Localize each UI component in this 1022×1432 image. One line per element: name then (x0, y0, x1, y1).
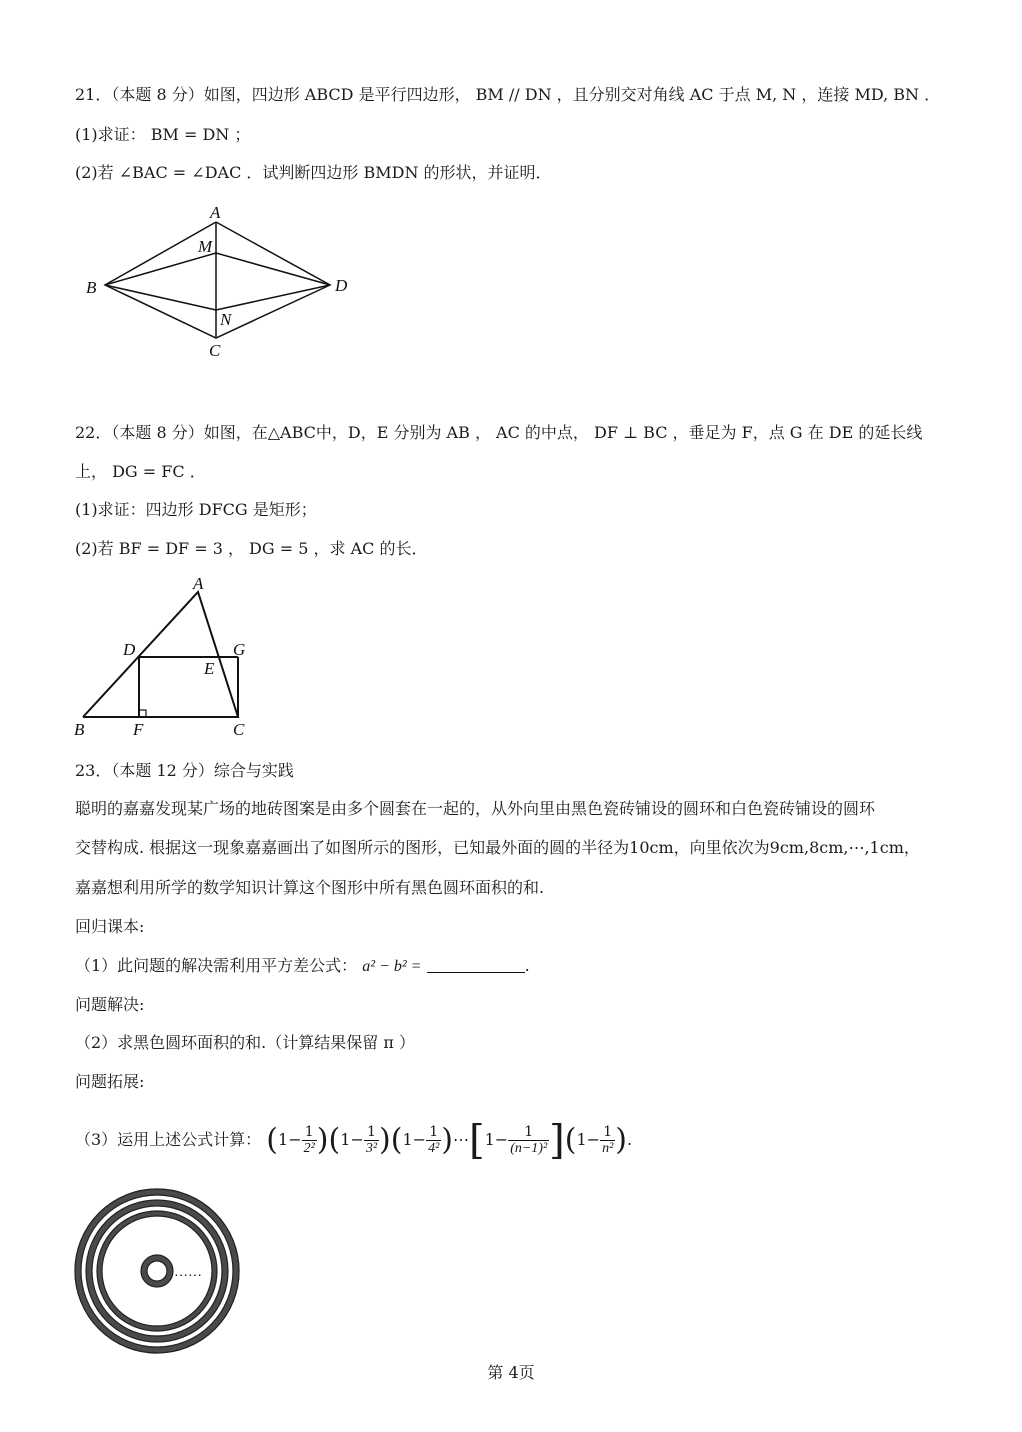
q23-para2: 交替构成. 根据这一现象嘉嘉画出了如图所示的图形，已知最外面的圆的半径为10cm，向里依次为9cm,8cm,⋯,1cm， (75, 838, 920, 857)
q22-part1: (1)求证：四边形 DFCG 是矩形； (75, 500, 317, 519)
fraction-4: $\frac{1}{\text{(n−1)²}}$ (510, 1124, 548, 1156)
q23-part1 (75, 955, 530, 978)
q23-concentric-rings-figure (70, 1185, 245, 1360)
q21-label-D: D (335, 276, 348, 295)
fraction-1: $\frac{1}{\text{2²}}$ (303, 1124, 315, 1156)
q22-label-F: F (133, 720, 144, 739)
q21-label-B: B (86, 278, 97, 297)
q22-label-E: E (204, 659, 215, 678)
q22-label-B: B (74, 720, 85, 739)
page-number: 第 4页 (487, 1363, 535, 1382)
fraction-5: $\frac{1}{\text{n²}}$ (602, 1124, 614, 1156)
q22-part2: (2)若 BF = DF = 3 ， DG = 5 ，求 AC 的长． (75, 539, 428, 558)
q23-part1-formula: a² − b² = (362, 958, 422, 975)
q23-part1-prefix: （1）此问题的解决需利用平方差公式： (75, 956, 358, 975)
q22-label-C: C (233, 720, 245, 739)
q23-section-extend: 问题拓展: (75, 1072, 145, 1091)
q21-figure (80, 200, 370, 370)
q21-label-A: A (210, 203, 221, 222)
q21-part2: (2)若 ∠BAC = ∠DAC ．试判断四边形 BMDN 的形状，并证明． (75, 163, 552, 182)
q21-label-N: N (220, 310, 232, 329)
q22-stem-line2: 上， DG = FC ． (75, 462, 206, 481)
q22-figure (70, 575, 270, 740)
q22-label-D: D (123, 640, 136, 659)
q23-para1: 聪明的嘉嘉发现某广场的地砖图案是由多个圆套在一起的，从外向里由黑色瓷砖铺设的圆环和白色瓷砖铺设的圆环 (75, 799, 876, 818)
q22-label-A: A (193, 575, 204, 593)
answer-blank[interactable] (427, 956, 525, 973)
q23-part1-suffix: . (524, 956, 530, 975)
q23-part3: （3）运用上述公式计算： (1− $\frac{1}{\text{2²}}$ )(1− $\frac{1}{\text{3²}}$ )(1− $\frac{1}{\text{4²}}$ )⋯[1− $\frac{1}{\text{(n−1)²}}$ ](1− $\frac{1}{\text{n²}}$ ). (75, 1117, 633, 1164)
q22-label-G: G (233, 640, 246, 659)
q23-section-review: 回归课本: (75, 917, 145, 936)
q23-part2: （2）求黑色圆环面积的和.（计算结果保留 π ） (75, 1033, 415, 1052)
q22-stem-line1: 22．（本题 8 分）如图，在△ABC中，D，E 分别为 AB ， AC 的中点， DF ⊥ BC ，垂足为 F，点 G 在 DE 的延长线 (75, 423, 923, 442)
q21-part1: (1)求证： BM = DN ； (75, 125, 251, 144)
q21-stem: 21．（本题 8 分）如图，四边形 ABCD 是平行四边形， BM // DN ，且分别交对角线 AC 于点 M, N ，连接 MD, BN ． (75, 85, 941, 104)
q23-para3: 嘉嘉想利用所学的数学知识计算这个图形中所有黑色圆环面积的和. (75, 878, 545, 897)
fraction-3: $\frac{1}{\text{4²}}$ (428, 1124, 440, 1156)
fraction-2: $\frac{1}{\text{3²}}$ (365, 1124, 378, 1156)
ring-dots: …… (174, 1265, 202, 1280)
q21-label-M: M (198, 237, 213, 256)
q21-label-C: C (209, 341, 221, 360)
q23-section-solve: 问题解决: (75, 995, 145, 1014)
q23-part3-prefix: （3）运用上述公式计算： (75, 1130, 262, 1149)
q23-title: 23．（本题 12 分）综合与实践 (75, 761, 294, 780)
